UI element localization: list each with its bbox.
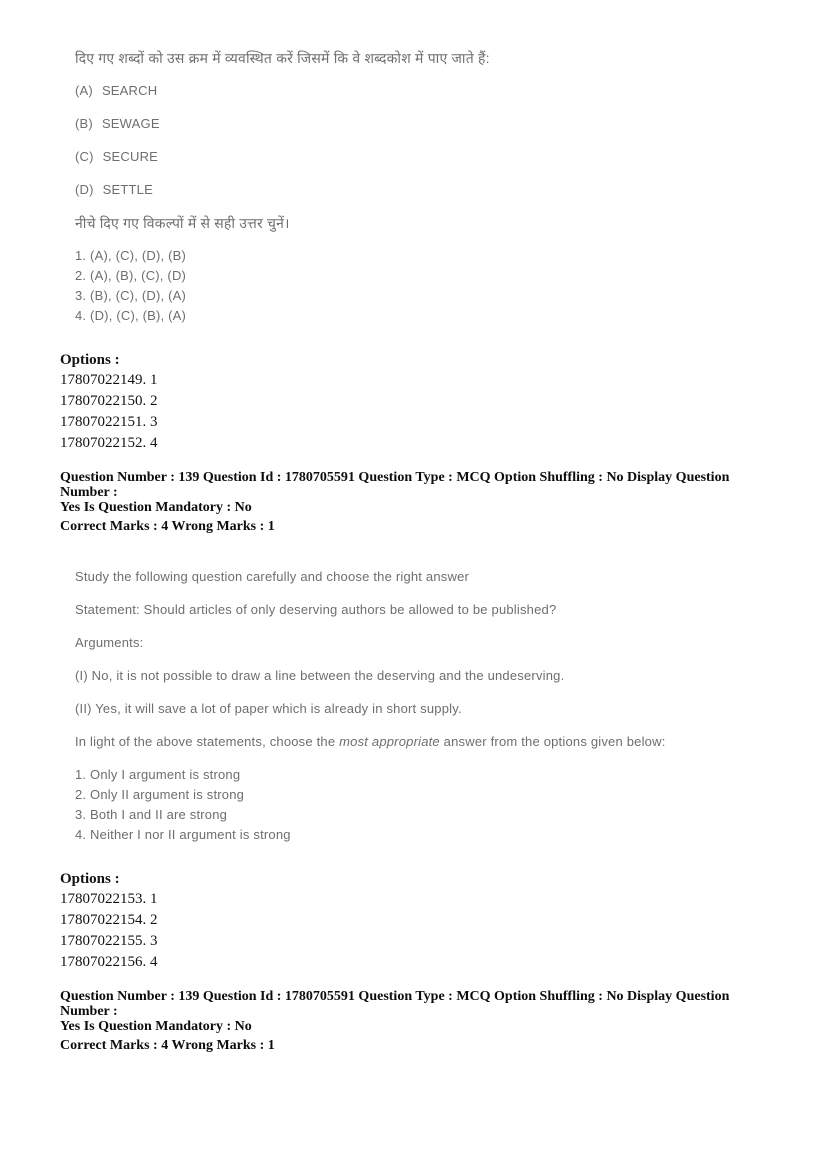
metadata-line-2: Yes Is Question Mandatory : No — [60, 500, 252, 515]
word-option-a-label: (A) — [75, 83, 93, 98]
word-option-b — [75, 114, 766, 134]
word-option-b-label: (B) — [75, 116, 93, 131]
question-2-argument-1: (I) No, it is not possible to draw a line between the deserving and the undeserving. — [75, 668, 565, 683]
option-id: 17807022150. 2 — [60, 393, 158, 409]
options-id-block-2 — [60, 869, 766, 973]
question-1-prompt: दिए गए शब्दों को उस क्रम में व्यवस्थित करें जिसमें कि वे शब्दकोश में पाए जाते हैं: — [75, 50, 490, 66]
option-id: 17807022154. 2 — [60, 912, 158, 928]
question-2-arguments-label: Arguments: — [75, 635, 144, 650]
answer-choice: 3. Both I and II are strong — [75, 807, 228, 822]
options-heading: Options : — [60, 352, 120, 368]
answer-choice: 4. (D), (C), (B), (A) — [75, 308, 187, 323]
question-2-block — [75, 567, 766, 845]
question-2-argument-2: (II) Yes, it will save a lot of paper which is already in short supply. — [75, 701, 462, 716]
question-1-answer-choices — [75, 246, 766, 326]
option-id: 17807022156. 4 — [60, 954, 158, 970]
answer-choice: 4. Neither I nor II argument is strong — [75, 827, 291, 842]
option-id: 17807022151. 3 — [60, 414, 158, 430]
answer-choice: 1. Only I argument is strong — [75, 767, 241, 782]
word-option-c-word: SECURE — [102, 149, 159, 164]
question-metadata-1 — [60, 470, 766, 534]
answer-choice: 1. (A), (C), (D), (B) — [75, 248, 187, 263]
options-heading: Options : — [60, 871, 120, 887]
metadata-line-1: Question Number : 139 Question Id : 1780705591 Question Type : MCQ Option Shuffling : No Display Question Number : — [60, 989, 730, 1019]
question-2-answer-choices — [75, 765, 766, 845]
metadata-line-2: Yes Is Question Mandatory : No — [60, 1019, 252, 1034]
metadata-marks: Correct Marks : 4 Wrong Marks : 1 — [60, 1038, 275, 1053]
answer-choice: 2. Only II argument is strong — [75, 787, 245, 802]
question-1-instruction: नीचे दिए गए विकल्पों में से सही उत्तर चुनें। — [75, 215, 290, 231]
option-id: 17807022153. 1 — [60, 891, 158, 907]
word-option-d-label: (D) — [75, 182, 94, 197]
closing-prefix: In light of the above statements, choose the — [75, 734, 340, 749]
closing-italic: most appropriate — [339, 734, 440, 749]
word-option-d-word: SETTLE — [102, 182, 153, 197]
question-metadata-2 — [60, 989, 766, 1053]
word-option-a — [75, 81, 766, 101]
word-option-b-word: SEWAGE — [101, 116, 160, 131]
closing-suffix: answer from the options given below: — [439, 734, 666, 749]
answer-choice: 2. (A), (B), (C), (D) — [75, 268, 187, 283]
question-1-block — [75, 48, 766, 326]
question-2-statement: Statement: Should articles of only deserving authors be allowed to be published? — [75, 602, 557, 617]
question-2-intro: Study the following question carefully and choose the right answer — [75, 569, 470, 584]
option-id: 17807022152. 4 — [60, 435, 158, 451]
question-2-closing — [75, 732, 766, 752]
answer-choice: 3. (B), (C), (D), (A) — [75, 288, 187, 303]
metadata-marks: Correct Marks : 4 Wrong Marks : 1 — [60, 519, 275, 534]
options-id-block-1 — [60, 350, 766, 454]
option-id: 17807022149. 1 — [60, 372, 158, 388]
option-id: 17807022155. 3 — [60, 933, 158, 949]
word-option-d — [75, 180, 766, 200]
word-option-c — [75, 147, 766, 167]
metadata-line-1: Question Number : 139 Question Id : 1780705591 Question Type : MCQ Option Shuffling : No Display Question Number : — [60, 470, 730, 500]
word-option-a-word: SEARCH — [101, 83, 158, 98]
word-option-c-label: (C) — [75, 149, 94, 164]
